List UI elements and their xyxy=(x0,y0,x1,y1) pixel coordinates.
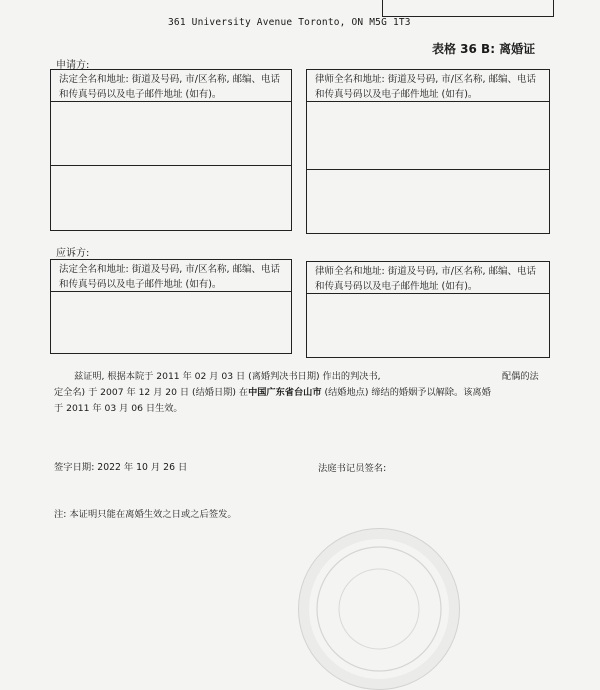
footnote: 注: 本证明只能在离婚生效之日或之后签发。 xyxy=(54,509,237,520)
notary-seal xyxy=(298,528,460,690)
respondent-lawyer-heading: 律师全名和地址: 街道及号码, 市/区名称, 邮编、电话和传真号码以及电子邮件地址 (如有)。 xyxy=(307,262,549,294)
certificate-line-2: 定全名) 于 2007 年 12 月 20 日 (结婚日期) 在中国广东省台山市 (结婚地点) 缔结的婚姻予以解除。该离婚 xyxy=(54,387,491,398)
applicant-label: 申请方: xyxy=(56,60,90,71)
respondent-party-box xyxy=(50,259,292,354)
spouse-name-label: 配偶的法 xyxy=(502,371,539,382)
respondent-lawyer-box xyxy=(306,261,550,358)
court-address: 361 University Avenue Toronto, ON M5G 1T3 xyxy=(168,17,411,28)
form-title: 表格 36 B: 离婚证 xyxy=(432,42,536,56)
applicant-lawyer-heading: 律师全名和地址: 街道及号码, 市/区名称, 邮编、电话和传真号码以及电子邮件地址 (如有)。 xyxy=(307,70,549,102)
respondent-party-heading: 法定全名和地址: 街道及号码, 市/区名称, 邮编、电话和传真号码以及电子邮件地址 (如有)。 xyxy=(51,260,291,292)
header-stamp-box xyxy=(382,0,554,17)
applicant-lawyer-divider xyxy=(307,169,549,170)
certificate-line-3: 于 2011 年 03 月 06 日生效。 xyxy=(54,403,183,414)
applicant-party-divider xyxy=(51,165,291,166)
clerk-signature-label: 法庭书记员签名: xyxy=(318,463,387,474)
applicant-lawyer-box xyxy=(306,69,550,234)
certificate-line-1: 兹证明, 根据本院于 2011 年 02 月 03 日 (离婚判决书日期) 作出的判决书, xyxy=(74,371,381,382)
respondent-label: 应诉方: xyxy=(56,248,90,259)
applicant-party-box xyxy=(50,69,292,231)
signature-date: 签字日期: 2022 年 10 月 26 日 xyxy=(54,462,188,473)
applicant-party-heading: 法定全名和地址: 街道及号码, 市/区名称, 邮编、电话和传真号码以及电子邮件地址 (如有)。 xyxy=(51,70,291,102)
seal-graphic xyxy=(299,529,459,689)
certificate-text xyxy=(54,369,554,417)
marriage-place: 中国广东省台山市 xyxy=(248,387,322,398)
